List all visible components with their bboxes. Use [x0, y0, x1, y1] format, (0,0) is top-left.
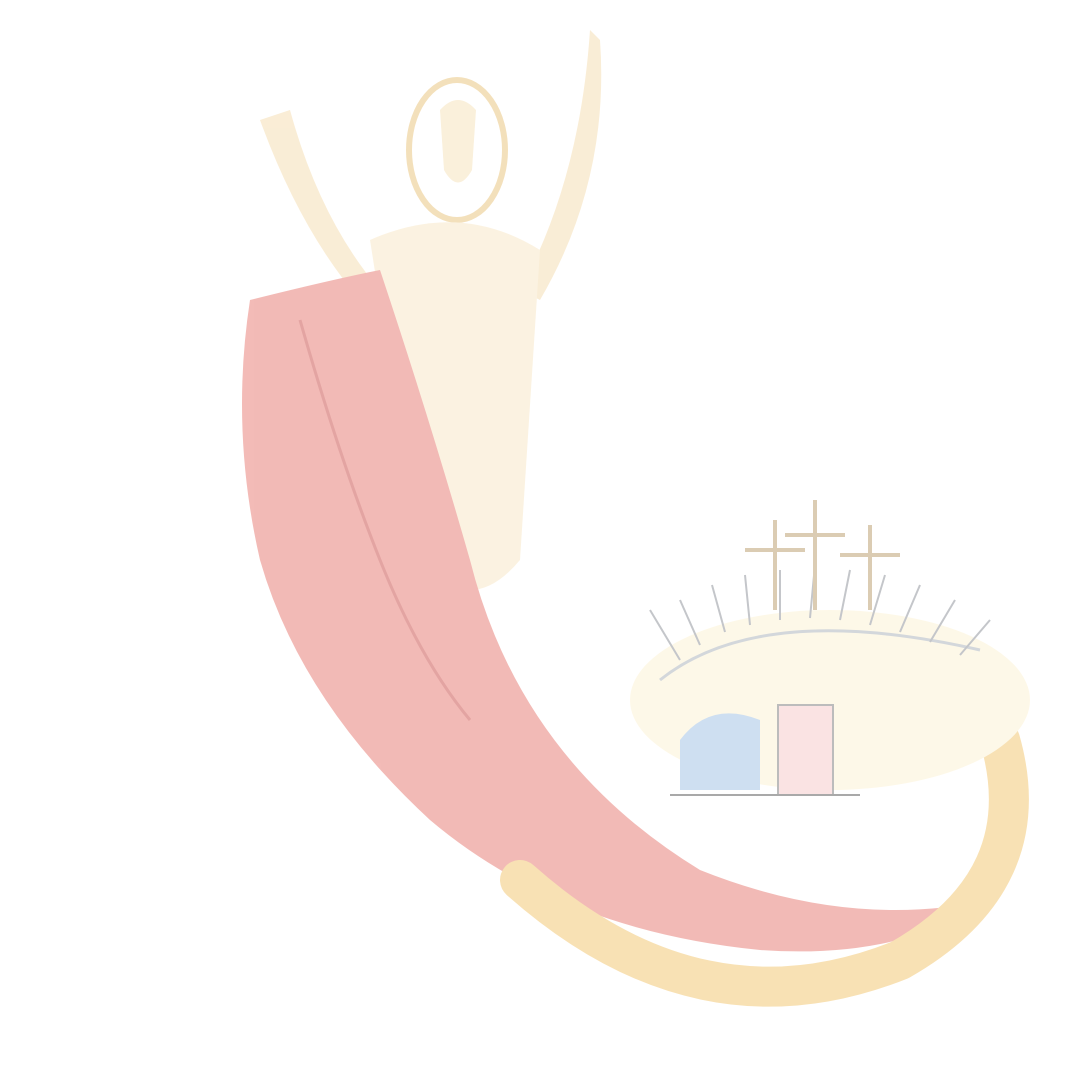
covid-note	[49, 95, 1031, 121]
schedule	[49, 97, 1031, 143]
